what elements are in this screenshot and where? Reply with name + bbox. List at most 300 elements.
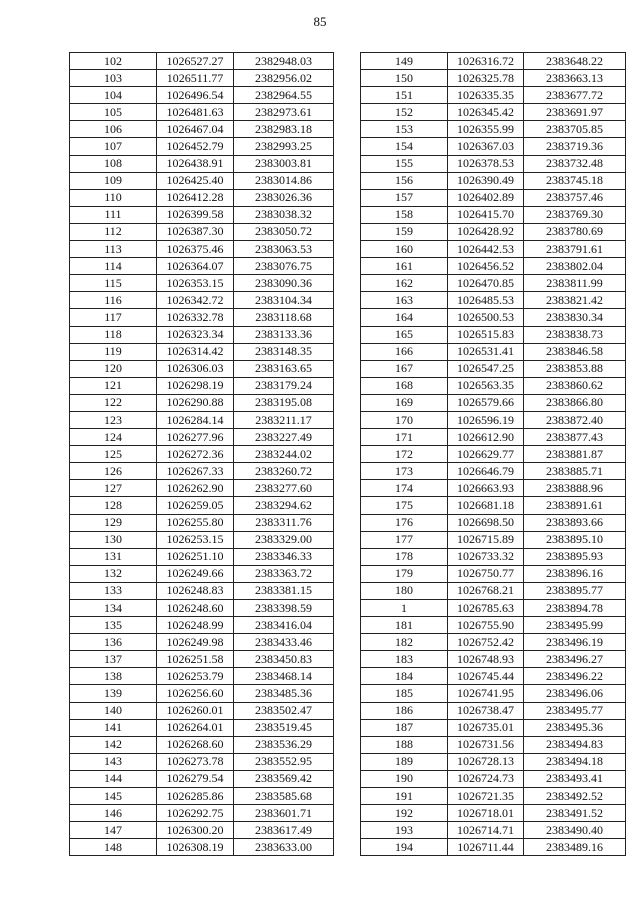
y-coordinate-cell: 2383757.46 — [524, 189, 626, 206]
y-coordinate-cell: 2383853.88 — [524, 360, 626, 377]
point-number-cell: 115 — [70, 275, 157, 292]
y-coordinate-cell: 2383494.18 — [524, 753, 626, 770]
point-number-cell: 168 — [361, 377, 448, 394]
x-coordinate-cell: 1026262.90 — [157, 480, 234, 497]
table-row — [361, 87, 626, 104]
y-coordinate-cell: 2383329.00 — [234, 531, 334, 548]
y-coordinate-cell: 2383896.16 — [524, 565, 626, 582]
y-coordinate-cell: 2383888.96 — [524, 480, 626, 497]
point-number-cell: 1 — [361, 600, 448, 617]
table-row — [361, 53, 626, 70]
x-coordinate-cell: 1026253.15 — [157, 531, 234, 548]
y-coordinate-cell: 2383050.72 — [234, 223, 334, 240]
x-coordinate-cell: 1026314.42 — [157, 343, 234, 360]
x-coordinate-cell: 1026470.85 — [448, 275, 524, 292]
y-coordinate-cell: 2383277.60 — [234, 480, 334, 497]
y-coordinate-cell: 2383311.76 — [234, 514, 334, 531]
table-row — [361, 548, 626, 565]
x-coordinate-cell: 1026745.44 — [448, 668, 524, 685]
point-number-cell: 172 — [361, 446, 448, 463]
y-coordinate-cell: 2383719.36 — [524, 138, 626, 155]
point-number-cell: 145 — [70, 788, 157, 805]
x-coordinate-cell: 1026387.30 — [157, 223, 234, 240]
x-coordinate-cell: 1026698.50 — [448, 514, 524, 531]
table-row — [70, 822, 334, 839]
x-coordinate-cell: 1026714.71 — [448, 822, 524, 839]
point-number-cell: 179 — [361, 565, 448, 582]
point-number-cell: 177 — [361, 531, 448, 548]
y-coordinate-cell: 2383294.62 — [234, 497, 334, 514]
table-row — [70, 223, 334, 240]
y-coordinate-cell: 2383601.71 — [234, 805, 334, 822]
table-row — [70, 839, 334, 856]
page-number: 85 — [313, 14, 327, 29]
point-number-cell: 155 — [361, 155, 448, 172]
point-number-cell: 109 — [70, 172, 157, 189]
table-row — [361, 70, 626, 87]
point-number-cell: 163 — [361, 292, 448, 309]
table-row — [70, 805, 334, 822]
y-coordinate-cell: 2383433.46 — [234, 634, 334, 651]
table-row — [361, 668, 626, 685]
table-row — [70, 531, 334, 548]
table-row — [361, 463, 626, 480]
table-row — [361, 121, 626, 138]
point-number-cell: 142 — [70, 736, 157, 753]
point-number-cell: 126 — [70, 463, 157, 480]
x-coordinate-cell: 1026438.91 — [157, 155, 234, 172]
y-coordinate-cell: 2383802.04 — [524, 258, 626, 275]
table-row — [70, 275, 334, 292]
table-row — [361, 241, 626, 258]
x-coordinate-cell: 1026785.63 — [448, 600, 524, 617]
table-row — [361, 394, 626, 411]
table-row — [70, 565, 334, 582]
point-number-cell: 152 — [361, 104, 448, 121]
x-coordinate-cell: 1026251.58 — [157, 651, 234, 668]
y-coordinate-cell: 2383893.66 — [524, 514, 626, 531]
x-coordinate-cell: 1026364.07 — [157, 258, 234, 275]
x-coordinate-cell: 1026579.66 — [448, 394, 524, 411]
point-number-cell: 122 — [70, 394, 157, 411]
x-coordinate-cell: 1026284.14 — [157, 411, 234, 428]
table-row — [70, 121, 334, 138]
table-row — [70, 172, 334, 189]
y-coordinate-cell: 2383885.71 — [524, 463, 626, 480]
x-coordinate-cell: 1026728.13 — [448, 753, 524, 770]
table-row — [70, 258, 334, 275]
y-coordinate-cell: 2383244.02 — [234, 446, 334, 463]
table-row — [361, 446, 626, 463]
x-coordinate-cell: 1026527.27 — [157, 53, 234, 70]
table-row — [70, 206, 334, 223]
point-number-cell: 133 — [70, 582, 157, 599]
table-body — [361, 53, 626, 856]
table-row — [361, 617, 626, 634]
point-number-cell: 186 — [361, 702, 448, 719]
x-coordinate-cell: 1026425.40 — [157, 172, 234, 189]
point-number-cell: 157 — [361, 189, 448, 206]
y-coordinate-cell: 2383260.72 — [234, 463, 334, 480]
table-row — [70, 788, 334, 805]
table-row — [70, 497, 334, 514]
point-number-cell: 127 — [70, 480, 157, 497]
table-body — [70, 53, 334, 856]
x-coordinate-cell: 1026249.66 — [157, 565, 234, 582]
table-row — [70, 719, 334, 736]
point-number-cell: 173 — [361, 463, 448, 480]
point-number-cell: 123 — [70, 411, 157, 428]
point-number-cell: 190 — [361, 770, 448, 787]
table-row — [70, 377, 334, 394]
point-number-cell: 117 — [70, 309, 157, 326]
point-number-cell: 160 — [361, 241, 448, 258]
x-coordinate-cell: 1026259.05 — [157, 497, 234, 514]
x-coordinate-cell: 1026724.73 — [448, 770, 524, 787]
y-coordinate-cell: 2383496.22 — [524, 668, 626, 685]
x-coordinate-cell: 1026428.92 — [448, 223, 524, 240]
point-number-cell: 175 — [361, 497, 448, 514]
x-coordinate-cell: 1026248.99 — [157, 617, 234, 634]
y-coordinate-cell: 2383745.18 — [524, 172, 626, 189]
y-coordinate-cell: 2383502.47 — [234, 702, 334, 719]
table-row — [361, 223, 626, 240]
table-row — [70, 343, 334, 360]
table-row — [361, 343, 626, 360]
point-number-cell: 113 — [70, 241, 157, 258]
table-row — [70, 326, 334, 343]
table-row — [70, 548, 334, 565]
x-coordinate-cell: 1026353.15 — [157, 275, 234, 292]
y-coordinate-cell: 2383038.32 — [234, 206, 334, 223]
point-number-cell: 183 — [361, 651, 448, 668]
x-coordinate-cell: 1026300.20 — [157, 822, 234, 839]
point-number-cell: 182 — [361, 634, 448, 651]
point-number-cell: 171 — [361, 429, 448, 446]
point-number-cell: 125 — [70, 446, 157, 463]
point-number-cell: 189 — [361, 753, 448, 770]
table-row — [361, 788, 626, 805]
y-coordinate-cell: 2383866.80 — [524, 394, 626, 411]
y-coordinate-cell: 2383496.19 — [524, 634, 626, 651]
table-row — [361, 206, 626, 223]
y-coordinate-cell: 2382948.03 — [234, 53, 334, 70]
point-number-cell: 144 — [70, 770, 157, 787]
point-number-cell: 116 — [70, 292, 157, 309]
y-coordinate-cell: 2383026.36 — [234, 189, 334, 206]
x-coordinate-cell: 1026721.35 — [448, 788, 524, 805]
y-coordinate-cell: 2382973.61 — [234, 104, 334, 121]
y-coordinate-cell: 2383838.73 — [524, 326, 626, 343]
x-coordinate-cell: 1026399.58 — [157, 206, 234, 223]
table-row — [70, 736, 334, 753]
point-number-cell: 181 — [361, 617, 448, 634]
y-coordinate-cell: 2383569.42 — [234, 770, 334, 787]
table-row — [70, 753, 334, 770]
y-coordinate-cell: 2382983.18 — [234, 121, 334, 138]
x-coordinate-cell: 1026260.01 — [157, 702, 234, 719]
point-number-cell: 174 — [361, 480, 448, 497]
point-number-cell: 148 — [70, 839, 157, 856]
y-coordinate-cell: 2383648.22 — [524, 53, 626, 70]
y-coordinate-cell: 2383846.58 — [524, 343, 626, 360]
coordinates-table-left — [69, 52, 334, 856]
x-coordinate-cell: 1026272.36 — [157, 446, 234, 463]
table-row — [70, 189, 334, 206]
x-coordinate-cell: 1026629.77 — [448, 446, 524, 463]
x-coordinate-cell: 1026733.32 — [448, 548, 524, 565]
point-number-cell: 143 — [70, 753, 157, 770]
x-coordinate-cell: 1026279.54 — [157, 770, 234, 787]
y-coordinate-cell: 2383211.17 — [234, 411, 334, 428]
x-coordinate-cell: 1026741.95 — [448, 685, 524, 702]
y-coordinate-cell: 2383552.95 — [234, 753, 334, 770]
table-row — [361, 753, 626, 770]
table-row — [361, 719, 626, 736]
table-row — [361, 326, 626, 343]
x-coordinate-cell: 1026332.78 — [157, 309, 234, 326]
table-row — [70, 70, 334, 87]
y-coordinate-cell: 2383363.72 — [234, 565, 334, 582]
table-row — [361, 736, 626, 753]
y-coordinate-cell: 2383732.48 — [524, 155, 626, 172]
y-coordinate-cell: 2383791.61 — [524, 241, 626, 258]
point-number-cell: 114 — [70, 258, 157, 275]
x-coordinate-cell: 1026248.60 — [157, 600, 234, 617]
table-row — [70, 104, 334, 121]
point-number-cell: 153 — [361, 121, 448, 138]
y-coordinate-cell: 2383860.62 — [524, 377, 626, 394]
x-coordinate-cell: 1026355.99 — [448, 121, 524, 138]
x-coordinate-cell: 1026452.79 — [157, 138, 234, 155]
table-row — [70, 292, 334, 309]
table-row — [361, 634, 626, 651]
point-number-cell: 107 — [70, 138, 157, 155]
x-coordinate-cell: 1026748.93 — [448, 651, 524, 668]
table-row — [70, 155, 334, 172]
coordinates-table-right — [360, 52, 626, 856]
y-coordinate-cell: 2383891.61 — [524, 497, 626, 514]
point-number-cell: 149 — [361, 53, 448, 70]
table-row — [361, 377, 626, 394]
point-number-cell: 104 — [70, 87, 157, 104]
point-number-cell: 191 — [361, 788, 448, 805]
point-number-cell: 192 — [361, 805, 448, 822]
table-row — [70, 463, 334, 480]
x-coordinate-cell: 1026755.90 — [448, 617, 524, 634]
table-row — [70, 429, 334, 446]
y-coordinate-cell: 2383133.36 — [234, 326, 334, 343]
x-coordinate-cell: 1026718.01 — [448, 805, 524, 822]
y-coordinate-cell: 2383381.15 — [234, 582, 334, 599]
x-coordinate-cell: 1026500.53 — [448, 309, 524, 326]
point-number-cell: 150 — [361, 70, 448, 87]
table-row — [361, 480, 626, 497]
table-row — [70, 360, 334, 377]
x-coordinate-cell: 1026412.28 — [157, 189, 234, 206]
y-coordinate-cell: 2383894.78 — [524, 600, 626, 617]
table-row — [361, 514, 626, 531]
point-number-cell: 135 — [70, 617, 157, 634]
point-number-cell: 165 — [361, 326, 448, 343]
table-row — [70, 651, 334, 668]
table-row — [70, 53, 334, 70]
x-coordinate-cell: 1026277.96 — [157, 429, 234, 446]
x-coordinate-cell: 1026292.75 — [157, 805, 234, 822]
x-coordinate-cell: 1026681.18 — [448, 497, 524, 514]
x-coordinate-cell: 1026316.72 — [448, 53, 524, 70]
point-number-cell: 161 — [361, 258, 448, 275]
y-coordinate-cell: 2383769.30 — [524, 206, 626, 223]
y-coordinate-cell: 2383195.08 — [234, 394, 334, 411]
y-coordinate-cell: 2383090.36 — [234, 275, 334, 292]
y-coordinate-cell: 2383416.04 — [234, 617, 334, 634]
table-row — [361, 292, 626, 309]
table-row — [70, 685, 334, 702]
point-number-cell: 170 — [361, 411, 448, 428]
x-coordinate-cell: 1026375.46 — [157, 241, 234, 258]
x-coordinate-cell: 1026342.72 — [157, 292, 234, 309]
point-number-cell: 194 — [361, 839, 448, 856]
x-coordinate-cell: 1026323.34 — [157, 326, 234, 343]
point-number-cell: 162 — [361, 275, 448, 292]
x-coordinate-cell: 1026402.89 — [448, 189, 524, 206]
x-coordinate-cell: 1026563.35 — [448, 377, 524, 394]
point-number-cell: 138 — [70, 668, 157, 685]
y-coordinate-cell: 2383076.75 — [234, 258, 334, 275]
x-coordinate-cell: 1026308.19 — [157, 839, 234, 856]
y-coordinate-cell: 2383872.40 — [524, 411, 626, 428]
x-coordinate-cell: 1026750.77 — [448, 565, 524, 582]
x-coordinate-cell: 1026378.53 — [448, 155, 524, 172]
y-coordinate-cell: 2383705.85 — [524, 121, 626, 138]
table-row — [70, 514, 334, 531]
point-number-cell: 176 — [361, 514, 448, 531]
table-row — [361, 411, 626, 428]
table-row — [361, 275, 626, 292]
y-coordinate-cell: 2383227.49 — [234, 429, 334, 446]
y-coordinate-cell: 2383633.00 — [234, 839, 334, 856]
table-row — [361, 531, 626, 548]
table-row — [70, 394, 334, 411]
point-number-cell: 112 — [70, 223, 157, 240]
y-coordinate-cell: 2383148.35 — [234, 343, 334, 360]
table-row — [361, 155, 626, 172]
point-number-cell: 159 — [361, 223, 448, 240]
x-coordinate-cell: 1026768.21 — [448, 582, 524, 599]
table-row — [361, 822, 626, 839]
y-coordinate-cell: 2383398.59 — [234, 600, 334, 617]
point-number-cell: 178 — [361, 548, 448, 565]
point-number-cell: 193 — [361, 822, 448, 839]
x-coordinate-cell: 1026467.04 — [157, 121, 234, 138]
table-row — [70, 600, 334, 617]
table-row — [70, 480, 334, 497]
y-coordinate-cell: 2383468.14 — [234, 668, 334, 685]
x-coordinate-cell: 1026256.60 — [157, 685, 234, 702]
table-row — [70, 411, 334, 428]
table-row — [361, 805, 626, 822]
y-coordinate-cell: 2383519.45 — [234, 719, 334, 736]
point-number-cell: 180 — [361, 582, 448, 599]
point-number-cell: 151 — [361, 87, 448, 104]
point-number-cell: 102 — [70, 53, 157, 70]
point-number-cell: 108 — [70, 155, 157, 172]
point-number-cell: 134 — [70, 600, 157, 617]
table-row — [361, 258, 626, 275]
x-coordinate-cell: 1026547.25 — [448, 360, 524, 377]
table-row — [70, 309, 334, 326]
point-number-cell: 167 — [361, 360, 448, 377]
x-coordinate-cell: 1026752.42 — [448, 634, 524, 651]
y-coordinate-cell: 2382993.25 — [234, 138, 334, 155]
x-coordinate-cell: 1026715.89 — [448, 531, 524, 548]
point-number-cell: 106 — [70, 121, 157, 138]
x-coordinate-cell: 1026335.35 — [448, 87, 524, 104]
y-coordinate-cell: 2383496.06 — [524, 685, 626, 702]
y-coordinate-cell: 2383495.36 — [524, 719, 626, 736]
table-row — [70, 617, 334, 634]
y-coordinate-cell: 2383881.87 — [524, 446, 626, 463]
x-coordinate-cell: 1026249.98 — [157, 634, 234, 651]
table-row — [361, 189, 626, 206]
table-row — [70, 770, 334, 787]
table-row — [361, 309, 626, 326]
point-number-cell: 169 — [361, 394, 448, 411]
table-row — [361, 770, 626, 787]
y-coordinate-cell: 2383821.42 — [524, 292, 626, 309]
x-coordinate-cell: 1026273.78 — [157, 753, 234, 770]
point-number-cell: 164 — [361, 309, 448, 326]
x-coordinate-cell: 1026298.19 — [157, 377, 234, 394]
x-coordinate-cell: 1026390.49 — [448, 172, 524, 189]
point-number-cell: 141 — [70, 719, 157, 736]
x-coordinate-cell: 1026612.90 — [448, 429, 524, 446]
point-number-cell: 131 — [70, 548, 157, 565]
table-row — [70, 582, 334, 599]
table-row — [70, 634, 334, 651]
point-number-cell: 187 — [361, 719, 448, 736]
x-coordinate-cell: 1026735.01 — [448, 719, 524, 736]
x-coordinate-cell: 1026415.70 — [448, 206, 524, 223]
y-coordinate-cell: 2383663.13 — [524, 70, 626, 87]
x-coordinate-cell: 1026290.88 — [157, 394, 234, 411]
point-number-cell: 136 — [70, 634, 157, 651]
x-coordinate-cell: 1026496.54 — [157, 87, 234, 104]
x-coordinate-cell: 1026596.19 — [448, 411, 524, 428]
x-coordinate-cell: 1026367.03 — [448, 138, 524, 155]
x-coordinate-cell: 1026663.93 — [448, 480, 524, 497]
y-coordinate-cell: 2383496.27 — [524, 651, 626, 668]
y-coordinate-cell: 2383691.97 — [524, 104, 626, 121]
y-coordinate-cell: 2383104.34 — [234, 292, 334, 309]
point-number-cell: 140 — [70, 702, 157, 719]
point-number-cell: 137 — [70, 651, 157, 668]
y-coordinate-cell: 2383780.69 — [524, 223, 626, 240]
y-coordinate-cell: 2383063.53 — [234, 241, 334, 258]
y-coordinate-cell: 2383895.93 — [524, 548, 626, 565]
x-coordinate-cell: 1026345.42 — [448, 104, 524, 121]
y-coordinate-cell: 2383491.52 — [524, 805, 626, 822]
y-coordinate-cell: 2382956.02 — [234, 70, 334, 87]
x-coordinate-cell: 1026531.41 — [448, 343, 524, 360]
table-row — [70, 668, 334, 685]
y-coordinate-cell: 2383179.24 — [234, 377, 334, 394]
y-coordinate-cell: 2383617.49 — [234, 822, 334, 839]
point-number-cell: 156 — [361, 172, 448, 189]
table-row — [361, 702, 626, 719]
point-number-cell: 119 — [70, 343, 157, 360]
